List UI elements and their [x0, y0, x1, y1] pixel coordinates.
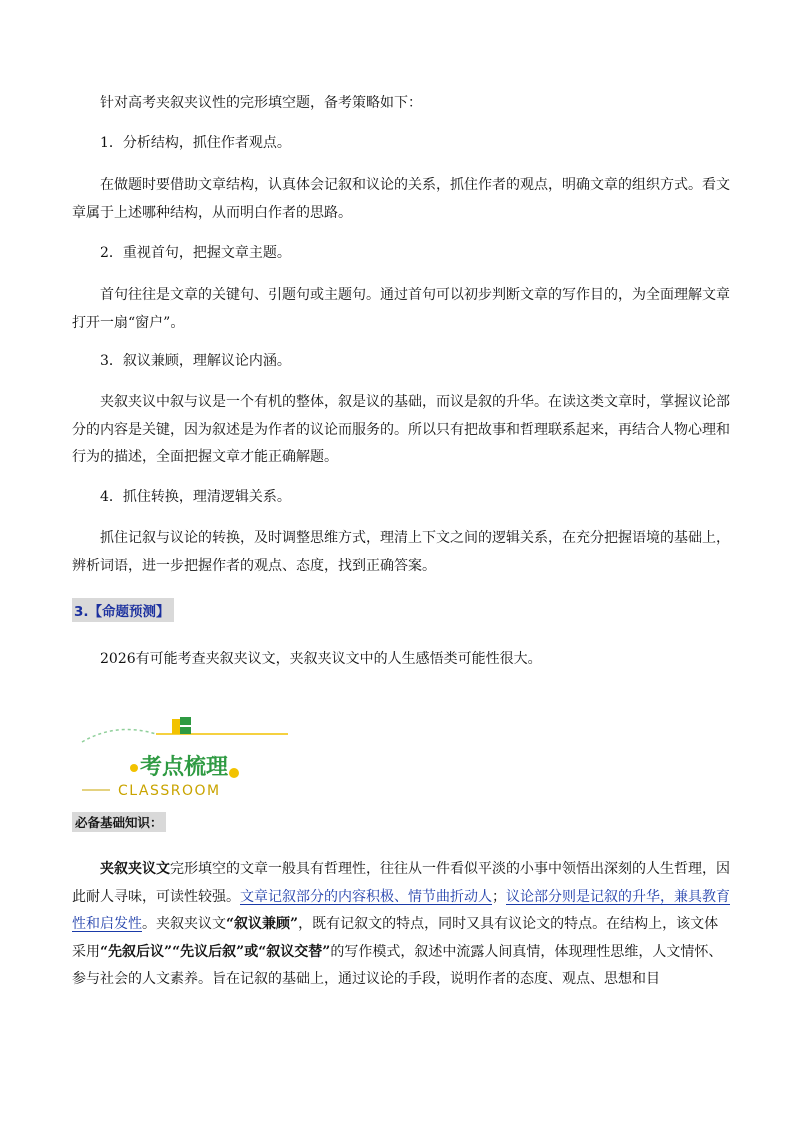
banner-graphic — [76, 712, 296, 802]
section-banner — [76, 712, 296, 802]
strategy-3-heading: 3．叙议兼顾，理解议论内涵。 — [100, 353, 291, 369]
underlined-phrase: 文章记叙部分的内容积极、情节曲折动人 — [240, 888, 492, 905]
dot-icon — [229, 768, 239, 778]
strategy-3-body: 夹叙夹议中叙与议是一个有机的整体，叙是议的基础，而议是叙的升华。在读这类文章时，掌握议论部分的内容是关键，因为叙述是为作者的议论而服务的。所以只有把故事和哲理联系起来，再结合人物心理和行为的描述，全面把握文章才能正确解题。 — [72, 394, 730, 465]
basics-term: 夹叙夹议文 — [100, 861, 170, 877]
strategy-2-heading: 2．重视首句，把握文章主题。 — [100, 245, 291, 261]
dashed-arc — [82, 730, 156, 743]
strategy-4-body: 抓住记叙与议论的转换，及时调整思维方式，理清上下文之间的逻辑关系，在充分把握语境的基础上，辨析词语，进一步把握作者的观点、态度，找到正确答案。 — [72, 530, 730, 574]
banner-title: 考点梳理 — [140, 755, 229, 780]
banner-subtitle: CLASSROOM — [118, 783, 221, 799]
strategy-1-heading: 1．分析结构，抓住作者观点。 — [100, 135, 291, 151]
strategy-1-body: 在做题时要借助文章结构，认真体会记叙和议论的关系，抓住作者的观点，明确文章的组织方式。看文章属于上述哪种结构，从而明白作者的思路。 — [72, 177, 730, 221]
prediction-label: 3.【命题预测】 — [72, 598, 174, 622]
strategy-2-body: 首句往往是文章的关键句、引题句或主题句。通过首句可以初步判断文章的写作目的，为全面理解文章打开一扇“窗户”。 — [72, 287, 730, 331]
underlined-phrase: 议论部分则是记叙的升华，兼具教育性和启发性 — [72, 888, 730, 932]
dot-icon — [130, 764, 138, 772]
basics-paragraph: 夹叙夹议文完形填空的文章一般具有哲理性，往往从一件看似平淡的小事中领悟出深刻的人生哲理，因此耐人寻味，可读性较强。文章记叙部分的内容积极、情节曲折动人；议论部分则是记叙的升华，兼具教育性和启发性。夹叙夹议文“叙议兼顾”，既有记叙文的特点，同时又具有议论文的特点。在结构上，该文体采用“先叙后议”“先议后叙”或“叙议交替”的写作模式，叙述中流露人间真情，体现理性思维，人文情怀、参与社会的人文素养。旨在记叙的基础上，通过议论的手段，说明作者的态度、观点、思想和目 — [72, 861, 730, 987]
strategy-4-heading: 4．抓住转换，理清逻辑关系。 — [100, 489, 291, 505]
prediction-text: 2026有可能考查夹叙夹议文，夹叙夹议文中的人生感悟类可能性很大。 — [100, 651, 542, 667]
intro-text: 针对高考夹叙夹议性的完形填空题，备考策略如下： — [100, 95, 422, 111]
basics-label: 必备基础知识： — [72, 812, 166, 832]
